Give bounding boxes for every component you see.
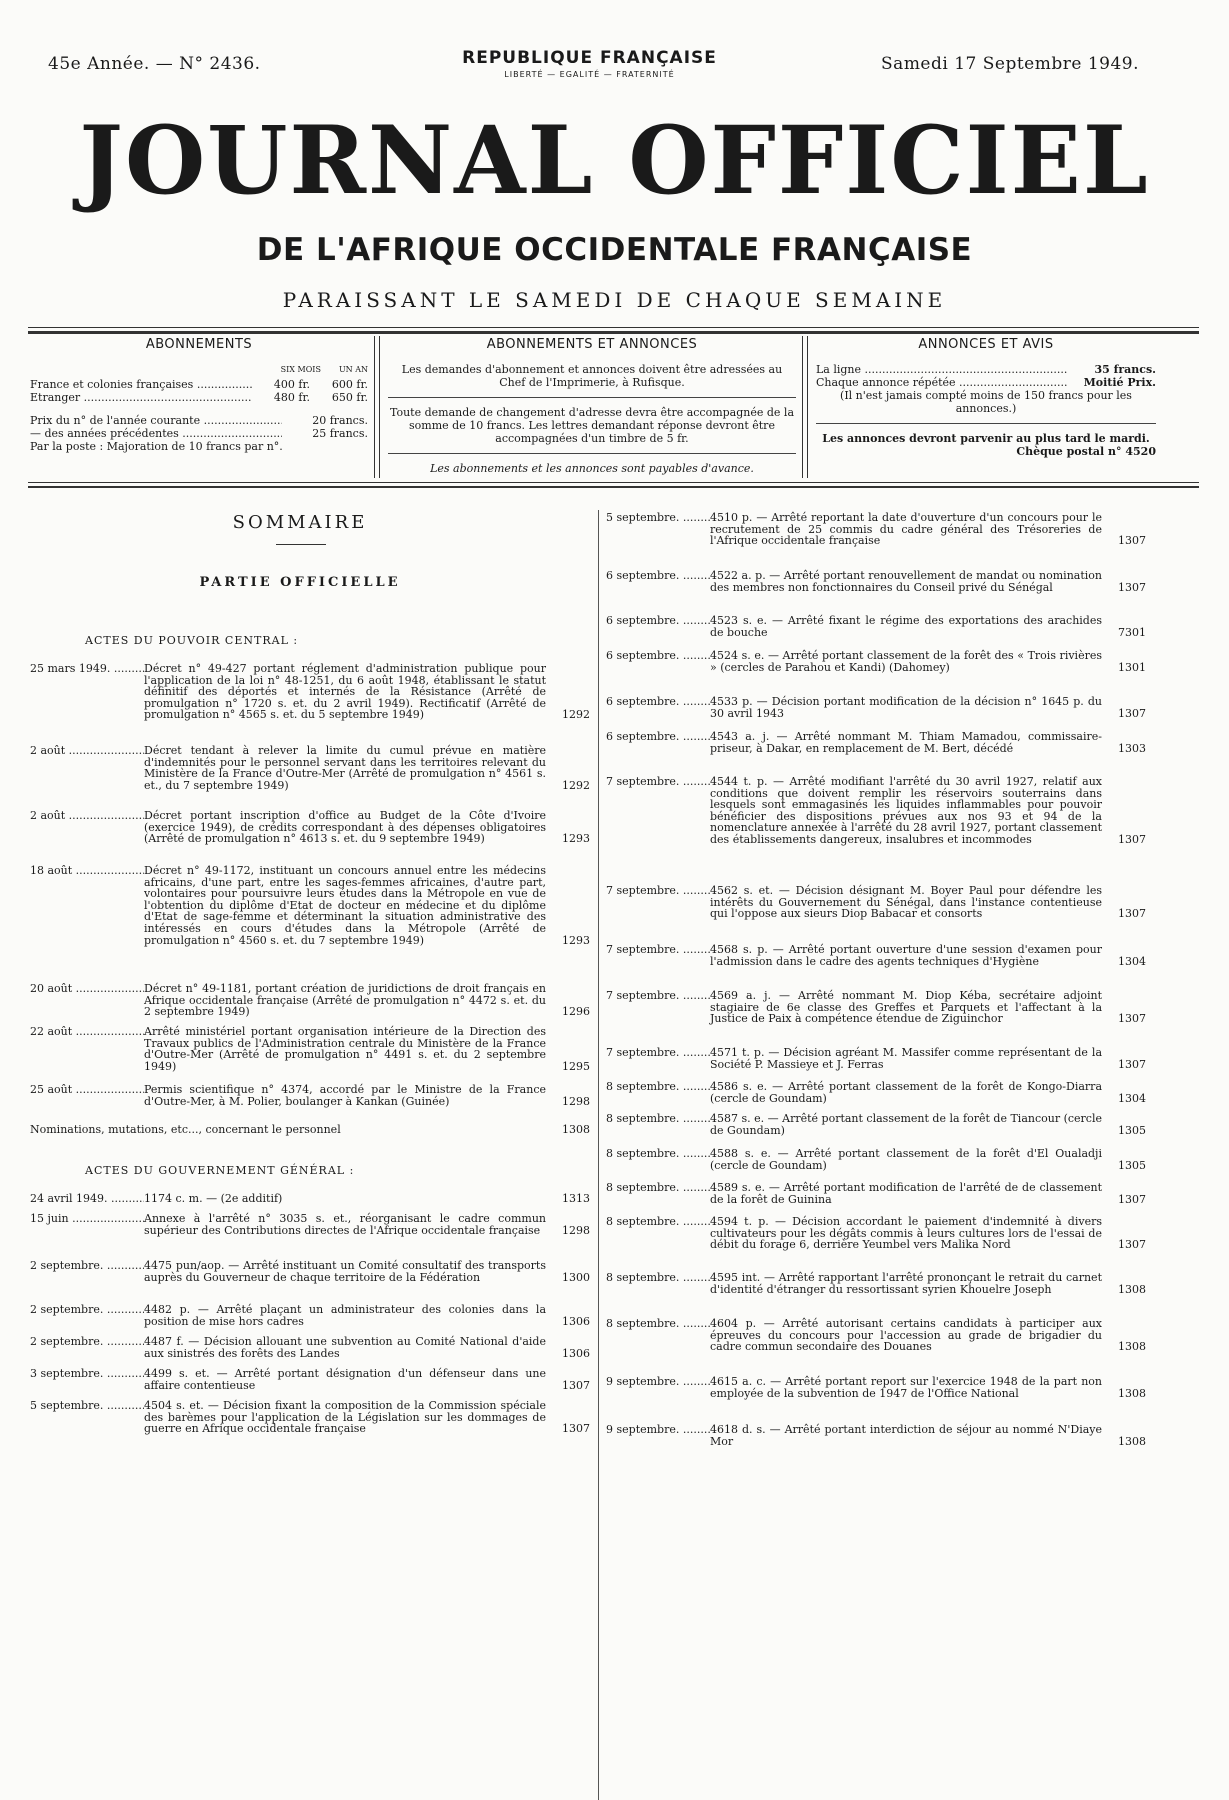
entry-page: 7301	[1118, 625, 1146, 639]
entry-page: 1298	[562, 1094, 590, 1108]
toc-entry[interactable]	[30, 1336, 590, 1359]
annonce-note: (Il n'est jamais compté moins de 150 francs pour les annonces.)	[840, 389, 1132, 415]
entry-text: 4586 s. e. — Arrêté portant classement de la forêt de Kongo-Diarra (cercle de Goundam)	[710, 1080, 1102, 1105]
entry-page: 1307	[1118, 534, 1146, 548]
toc-entry[interactable]	[30, 1368, 590, 1391]
toc-entry[interactable]	[30, 745, 590, 791]
entry-date: 6 septembre. .....	[606, 570, 710, 593]
column-divider	[598, 510, 599, 1800]
entry-text: 4615 a. c. — Arrêté portant report sur l'exercice 1948 de la part non employée de la subvention de 1947 de l'Office National	[710, 1375, 1102, 1400]
price-label: — des années précédentes .....	[30, 427, 282, 440]
toc-entry[interactable]	[606, 1148, 1146, 1171]
entry-date: 5 septembre. .....	[606, 512, 710, 547]
price-label: Prix du n° de l'année courante .....	[30, 414, 282, 427]
entry-date: 5 septembre. .....	[30, 1400, 144, 1435]
annonce-label: Chaque annonce répétée .....	[816, 376, 1068, 389]
entry-text: 4569 a. j. — Arrêté nommant M. Diop Kéba, secrétaire adjoint stagiaire de 6e classe des Greffes et Parquets et l'affectant à la Justice de Paix à compétence étendue de Ziguinchor	[710, 989, 1102, 1026]
abonnements-columns	[30, 363, 368, 376]
entry-text: 4587 s. e. — Arrêté portant classement de la forêt de Tiancour (cercle de Goundam)	[710, 1112, 1102, 1137]
entry-page: 1298	[562, 1223, 590, 1237]
toc-entry[interactable]	[606, 1216, 1146, 1251]
annonce-deadline: Les annonces devront parvenir au plus tard le mardi.	[822, 432, 1150, 445]
toc-entry[interactable]	[30, 865, 590, 946]
entry-date: 3 septembre. .....	[30, 1368, 144, 1391]
entry-date: 2 septembre. .....	[30, 1336, 144, 1359]
toc-entry[interactable]	[30, 983, 590, 1018]
entry-text: 4482 p. — Arrêté plaçant un administrateur des colonies dans la position de mise hors cadres	[144, 1303, 546, 1328]
box-divider	[802, 336, 808, 478]
annonces-avis-box	[816, 338, 1156, 458]
entry-page: 1305	[1118, 1158, 1146, 1172]
entry-text: 4533 p. — Décision portant modification de la décision n° 1645 p. du 30 avril 1943	[710, 695, 1102, 720]
entry-text: 4523 s. e. — Arrêté fixant le régime des exportations des arachides de bouche	[710, 614, 1102, 639]
divider	[28, 331, 1199, 334]
entry-page: 1307	[1118, 832, 1146, 846]
abonnements-box	[30, 338, 368, 453]
entry-date: 9 septembre. .....	[606, 1424, 710, 1447]
abonnements-annonces-text: Toute demande de changement d'adresse devra être accompagnée de la somme de 10 francs. Les lettres demandant réponse devront être accompagnées d'un timbre de 5 fr.	[389, 406, 795, 445]
entry-text: 4589 s. e. — Arrêté portant modification de l'arrêté de de classement de la forêt de Guinina	[710, 1181, 1102, 1206]
toc-entry[interactable]	[606, 1272, 1146, 1295]
annonce-value: Moitié Prix.	[1083, 376, 1156, 389]
entry-text: 4604 p. — Arrêté autorisant certains candidats à participer aux épreuves du concours pour l'accession au grade de brigadier du cadre commun secondaire des Douanes	[710, 1317, 1102, 1354]
entry-date: 6 septembre. .....	[606, 650, 710, 673]
poste-note: Par la poste : Majoration de 10 francs par n°.	[30, 440, 283, 453]
journal-subtitle: DE L'AFRIQUE OCCIDENTALE FRANÇAISE	[256, 232, 973, 268]
section-pouvoir-central: ACTES DU POUVOIR CENTRAL :	[85, 634, 299, 647]
entry-date: 8 septembre. .....	[606, 1148, 710, 1171]
one-year-header: UN AN	[338, 365, 368, 374]
entry-page: 1306	[562, 1346, 590, 1360]
entry-text: 4595 int. — Arrêté rapportant l'arrêté prononçant le retrait du carnet d'identité d'étranger du ressortissant syrien Khouelre Joseph	[710, 1271, 1102, 1296]
entry-text: 4522 a. p. — Arrêté portant renouvellement de mandat ou nomination des membres non fonctionnaires du Conseil privé du Sénégal	[710, 569, 1102, 594]
cheque-postal: Chèque postal n° 4520	[1016, 445, 1156, 458]
entry-date: 24 avril 1949. .....	[30, 1193, 144, 1205]
annonce-value: 35 francs.	[1094, 363, 1156, 376]
price-row	[30, 414, 368, 427]
entry-page: 1307	[1118, 907, 1146, 921]
entry-text: Décret n° 49-427 portant réglement d'administration publique pour l'application de la loi n° 48-1251, du 6 août 1948, établissant le statut définitif des déportés et internés de la Résistance (Arrêté de promulgation n° 1720 s. et. du 2 avril 1949). Rectificatif (Arrêté de promulgation n° 4565 s. et. du 5 septembre 1949)	[144, 662, 546, 722]
entry-text: 4510 p. — Arrêté reportant la date d'ouverture d'un concours pour le recrutement de 25 commis du cadre général des Trésoreries de l'Afrique occidentale française	[710, 511, 1102, 548]
journal-title: JOURNAL OFFICIEL	[79, 106, 1150, 216]
entry-text: Arrêté ministériel portant organisation intérieure de la Direction des Travaux publics de l'Administration centrale du Ministère de la France d'Outre-Mer (Arrêté de promulgation n° 4491 s. et. du 2 septembre 1949)	[144, 1025, 546, 1073]
entry-text: 4571 t. p. — Décision agréant M. Massifer comme représentant de la Société P. Massieye et J. Ferras	[710, 1046, 1102, 1071]
entry-page: 1307	[1118, 1192, 1146, 1206]
entry-text: Nominations, mutations, etc..., concernant le personnel	[30, 1123, 341, 1136]
entry-page: 1304	[1118, 954, 1146, 968]
toc-entry[interactable]	[30, 663, 590, 721]
entry-page: 1307	[562, 1422, 590, 1436]
entry-page: 1308	[1118, 1386, 1146, 1400]
divider	[28, 327, 1199, 328]
entry-date: 2 septembre. .....	[30, 1260, 144, 1283]
toc-entry[interactable]	[30, 1400, 590, 1435]
toc-entry[interactable]	[606, 731, 1146, 754]
price-row	[30, 427, 368, 440]
toc-entry[interactable]	[606, 944, 1146, 967]
abonnements-annonces-box	[388, 338, 796, 483]
toc-entry[interactable]	[30, 1304, 590, 1327]
entry-date: 2 septembre. .....	[30, 1304, 144, 1327]
entry-text: Décret n° 49-1172, instituant un concours annuel entre les médecins africains, d'une part, entre les sages-femmes africaines, d'autre part, volontaires pour poursuivre leurs études dans la Métropole en vue de l'obtention du diplôme d'Etat de docteur en médecine et du diplôme d'Etat de sage-femme et déterminant la situation administrative des intéressés en cours d'études dans la Métropole (Arrêté de promulgation n° 4560 s. et. du 7 septembre 1949)	[144, 864, 546, 947]
entry-date: 8 septembre. .....	[606, 1182, 710, 1205]
toc-entry[interactable]	[30, 1026, 590, 1072]
entry-date: 22 août .....	[30, 1026, 144, 1072]
annonce-row	[816, 363, 1156, 376]
entry-date: 25 mars 1949. .....	[30, 663, 144, 721]
entry-date: 7 septembre. .....	[606, 885, 710, 920]
entry-page: 1306	[562, 1314, 590, 1328]
abonnements-annonces-text: Les demandes d'abonnement et annonces doivent être adressées au Chef de l'Imprimerie, à Rufisque.	[401, 363, 783, 389]
section-gouvernement-general: ACTES DU GOUVERNEMENT GÉNÉRAL :	[85, 1164, 355, 1177]
entry-page: 1307	[1118, 580, 1146, 594]
toc-entry[interactable]	[606, 696, 1146, 719]
entry-page: 1308	[1118, 1340, 1146, 1354]
toc-entry[interactable]	[606, 615, 1146, 638]
entry-date: 8 septembre. .....	[606, 1081, 710, 1104]
entry-page: 1301	[1118, 660, 1146, 674]
toc-entry[interactable]	[606, 990, 1146, 1025]
rate-six: 400 fr.	[273, 378, 310, 391]
sommaire-rule	[276, 544, 326, 545]
entry-text: 4594 t. p. — Décision accordant le paiement d'indemnité à divers cultivateurs pour les dégâts commis à leurs cultures lors de l'essai de débit du forage 6, derrière Yeumbel vers Malika Nord	[710, 1215, 1102, 1252]
entry-date: 18 août .....	[30, 865, 144, 946]
entry-text: 4544 t. p. — Arrêté modifiant l'arrêté du 30 avril 1927, relatif aux conditions que doivent remplir les réservoirs souterrains dans lesquels sont emmagasinés les liquides inflammables pour pouvoir bénéficier des dispositions prévues aux nos 93 et 94 de la nomenclature annexée à l'arrêté du 28 avril 1927, portant classement des établissements dangereux, insalubres et incommodes	[710, 775, 1102, 846]
entry-date: 8 septembre. .....	[606, 1318, 710, 1353]
entry-text: 4618 d. s. — Arrêté portant interdiction de séjour au nommé N'Diaye Mor	[710, 1423, 1102, 1448]
entry-page: 1296	[562, 1005, 590, 1019]
entry-text: 4562 s. et. — Décision désignant M. Boyer Paul pour défendre les intérêts du Gouvernement du Sénégal, dans l'instance contentieuse qui l'oppose aux sieurs Diop Babacar et consorts	[710, 884, 1102, 921]
entry-date: 7 septembre. .....	[606, 990, 710, 1025]
entry-date: 8 septembre. .....	[606, 1216, 710, 1251]
sommaire-title: SOMMAIRE	[232, 512, 368, 533]
issue-number: 45e Année. — N° 2436.	[48, 54, 261, 74]
entry-text: 4568 s. p. — Arrêté portant ouverture d'une session d'examen pour l'admission dans le cadre des agents techniques d'Hygiène	[710, 943, 1102, 968]
toc-entry[interactable]	[30, 1260, 590, 1283]
box-divider	[374, 336, 380, 478]
toc-entry[interactable]	[606, 1081, 1146, 1104]
price-value: 25 francs.	[312, 427, 368, 440]
toc-entry[interactable]	[606, 1113, 1146, 1136]
entry-date: 8 septembre. .....	[606, 1113, 710, 1136]
entry-page: 1307	[1118, 1057, 1146, 1071]
entry-page: 1307	[1118, 1012, 1146, 1026]
divider	[28, 482, 1199, 483]
rate-row	[30, 378, 368, 391]
toc-entry[interactable]	[30, 1084, 590, 1107]
entry-date: 6 septembre. .....	[606, 731, 710, 754]
entry-date: 2 août .....	[30, 810, 144, 845]
rate-year: 600 fr.	[331, 378, 368, 391]
entry-page: 1303	[1118, 741, 1146, 755]
toc-entry[interactable]	[606, 512, 1146, 547]
entry-text: Décret n° 49-1181, portant création de juridictions de droit français en Afrique occidentale française (Arrêté de promulgation n° 4472 s. et. du 2 septembre 1949)	[144, 982, 546, 1019]
entry-date: 25 août .....	[30, 1084, 144, 1107]
entry-date: 15 juin .....	[30, 1213, 144, 1236]
journal-tagline: PARAISSANT LE SAMEDI DE CHAQUE SEMAINE	[282, 288, 947, 312]
entry-text: 4504 s. et. — Décision fixant la composition de la Commission spéciale des barèmes pour l'application de la Législation sur les dommages de guerre en Afrique occidentale française	[144, 1399, 546, 1436]
entry-page: 1300	[562, 1270, 590, 1284]
abonnements-annonces-text: Les abonnements et les annonces sont payables d'avance.	[430, 462, 754, 475]
toc-entry[interactable]	[30, 1193, 590, 1205]
entry-text: 4524 s. e. — Arrêté portant classement de la forêt des « Trois rivières » (cercles de Parahou et Kandi) (Dahomey)	[710, 649, 1102, 674]
rate-label: France et colonies françaises .....	[30, 378, 252, 391]
toc-entry[interactable]	[30, 810, 590, 845]
entry-page: 1292	[562, 708, 590, 722]
toc-entry[interactable]	[606, 1047, 1146, 1070]
entry-page: 1305	[1118, 1123, 1146, 1137]
entry-date: 9 septembre. .....	[606, 1376, 710, 1399]
entry-page: 1293	[562, 933, 590, 947]
republic-heading: REPUBLIQUE FRANÇAISE	[462, 48, 717, 68]
entry-text: Décret tendant à relever la limite du cumul prévue en matière d'indemnités pour le personnel servant dans les territoires relevant du Ministère de la France d'Outre-Mer (Arrêté de promulgation n° 4561 s. et., du 7 septembre 1949)	[144, 744, 546, 792]
entry-page: 1295	[562, 1059, 590, 1073]
entry-page: 1307	[562, 1378, 590, 1392]
toc-entry[interactable]	[30, 1213, 590, 1236]
entry-page: 1313	[562, 1192, 590, 1205]
entry-page: 1307	[1118, 706, 1146, 720]
rate-label: Etranger .....	[30, 391, 252, 404]
entry-text: Permis scientifique n° 4374, accordé par le Ministre de la France d'Outre-Mer, à M. Polier, boulanger à Kankan (Guinée)	[144, 1083, 546, 1108]
toc-entry[interactable]	[606, 570, 1146, 593]
toc-entry[interactable]	[606, 1182, 1146, 1205]
entry-text: 4499 s. et. — Arrêté portant désignation d'un défenseur dans une affaire contentieuse	[144, 1367, 546, 1392]
rate-year: 650 fr.	[331, 391, 368, 404]
toc-entry[interactable]	[30, 1124, 590, 1136]
masthead-top	[40, 48, 1139, 88]
toc-entry[interactable]	[606, 1318, 1146, 1353]
six-months-header: SIX MOIS	[280, 365, 321, 374]
price-value: 20 francs.	[312, 414, 368, 427]
entry-page: 1308	[562, 1123, 590, 1136]
entry-text: 1174 c. m. — (2e additif)	[144, 1192, 283, 1205]
entry-page: 1304	[1118, 1091, 1146, 1105]
entry-text: Décret portant inscription d'office au Budget de la Côte d'Ivoire (exercice 1949), de crédits correspondant à des dépenses obligatoires (Arrêté de promulgation n° 4613 s. et. du 9 septembre 1949)	[144, 809, 546, 846]
entry-page: 1308	[1118, 1434, 1146, 1448]
annonce-row	[816, 376, 1156, 389]
rate-row	[30, 391, 368, 404]
annonce-label: La ligne .....	[816, 363, 1068, 376]
divider	[28, 486, 1199, 488]
entry-page: 1308	[1118, 1282, 1146, 1296]
entry-date: 7 septembre. .....	[606, 776, 710, 846]
entry-page: 1292	[562, 778, 590, 792]
entry-date: 20 août .....	[30, 983, 144, 1018]
entry-text: 4487 f. — Décision allouant une subvention au Comité National d'aide aux sinistrés des forêts des Landes	[144, 1335, 546, 1360]
entry-date: 6 septembre. .....	[606, 696, 710, 719]
issue-date: Samedi 17 Septembre 1949.	[881, 54, 1139, 74]
toc-entry[interactable]	[606, 885, 1146, 920]
rate-six: 480 fr.	[273, 391, 310, 404]
abonnements-title: ABONNEMENTS	[145, 337, 253, 352]
toc-entry[interactable]	[606, 1424, 1146, 1447]
toc-entry[interactable]	[606, 1376, 1146, 1399]
entry-date: 8 septembre. .....	[606, 1272, 710, 1295]
entry-page: 1293	[562, 832, 590, 846]
toc-entry[interactable]	[606, 776, 1146, 846]
entry-date: 2 août .....	[30, 745, 144, 791]
entry-date: 7 septembre. .....	[606, 944, 710, 967]
entry-text: 4588 s. e. — Arrêté portant classement de la forêt d'El Oualadji (cercle de Goundam)	[710, 1147, 1102, 1172]
annonces-avis-title: ANNONCES ET AVIS	[918, 337, 1054, 352]
entry-date: 7 septembre. .....	[606, 1047, 710, 1070]
toc-entry[interactable]	[606, 650, 1146, 673]
entry-text: 4475 pun/aop. — Arrêté instituant un Comité consultatif des transports auprès du Gouverneur de chaque territoire de la Fédération	[144, 1259, 546, 1284]
entry-text: 4543 a. j. — Arrêté nommant M. Thiam Mamadou, commissaire-priseur, à Dakar, en remplacement de M. Bert, décédé	[710, 730, 1102, 755]
republic-motto: LIBERTÉ — EGALITÉ — FRATERNITÉ	[504, 70, 675, 79]
abonnements-annonces-title: ABONNEMENTS ET ANNONCES	[486, 337, 698, 352]
partie-officielle: PARTIE OFFICIELLE	[199, 575, 401, 590]
entry-text: Annexe à l'arrêté n° 3035 s. et., réorganisant le cadre commun supérieur des Contributions directes de l'Afrique occidentale française	[144, 1212, 546, 1237]
entry-page: 1307	[1118, 1238, 1146, 1252]
entry-date: 6 septembre. .....	[606, 615, 710, 638]
